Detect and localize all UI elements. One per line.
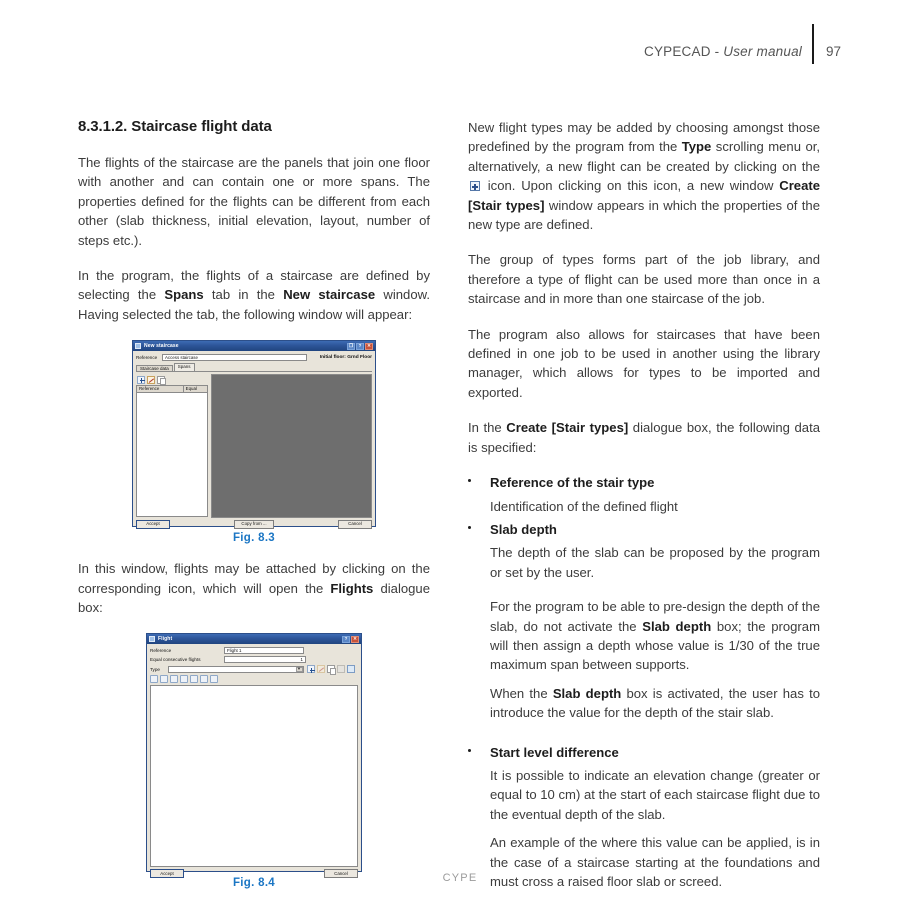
bullet-title-start-level: Start level difference <box>490 744 619 760</box>
restore-button[interactable]: ❐ <box>348 343 354 348</box>
bsd3-part-c: box is activated, the user has to introduce the value for the depth of the stair slab. <box>490 685 820 721</box>
spans-toolbar[interactable] <box>136 374 208 385</box>
list-header <box>136 385 208 393</box>
rp4-part-c: dialogue box, the following data is specified: <box>468 420 820 455</box>
copy-icon[interactable] <box>157 376 165 384</box>
window-icon <box>149 636 155 642</box>
add-icon <box>470 181 480 191</box>
preview-canvas[interactable] <box>211 374 372 518</box>
right-paragraph-3: The program also allows for staircases that have been defined in one job to be used in another using the library manager, which allows for types to be imported and exported. <box>468 326 820 400</box>
spans-panel <box>136 374 372 518</box>
reference-row <box>150 647 358 654</box>
para2-newstaircase-emphasis: New staircase <box>283 287 376 303</box>
rp1-part-f: window appears in which the properties of the new type are defined. <box>468 197 820 233</box>
reference-input[interactable]: Access staircase <box>162 354 307 361</box>
paragraph-3 <box>78 559 430 617</box>
zoom-out-icon[interactable] <box>170 675 178 683</box>
measure-icon[interactable] <box>180 675 188 683</box>
add-icon[interactable] <box>137 376 145 384</box>
new-staircase-window[interactable] <box>132 340 376 527</box>
delete-icon[interactable] <box>337 665 345 673</box>
bullet-body-start-level-1: It is possible to indicate an elevation change (greater or equal to 10 cm) at the start of each staircase flight due to the eventual depth of the slab. <box>490 767 820 822</box>
bullet-title-slab-depth: Slab depth <box>490 521 557 537</box>
rp1-type-emphasis: Type <box>681 139 712 155</box>
column-header-reference: Reference <box>137 386 184 392</box>
bullet-icon <box>468 526 471 529</box>
tab-staircase-data[interactable]: Staircase data <box>136 365 173 373</box>
rp1-part-d: icon. Upon clicking on this icon, a new window <box>482 178 780 194</box>
figure-8-3-caption: Fig. 8.3 <box>232 532 276 545</box>
edit-icon[interactable] <box>147 376 155 384</box>
reference-input[interactable]: Flight 1 <box>224 647 304 654</box>
header-divider <box>812 24 814 64</box>
bullet-title-reference: Reference of the stair type <box>490 475 655 491</box>
tab-bar[interactable] <box>136 363 372 372</box>
paragraph-2 <box>78 266 430 324</box>
button-row <box>136 518 372 529</box>
cancel-button[interactable]: Cancel <box>324 869 358 878</box>
para3-flights-emphasis: Flights <box>330 580 374 596</box>
bullet-body-start-level-2: An example of the where this value can be applied, is in the case of a staircase starting at the foundations and must cross a raised floor slab or screed. <box>490 835 820 889</box>
stair-type-properties-list <box>468 473 820 891</box>
figure-8-4-caption: Fig. 8.4 <box>232 877 276 890</box>
right-paragraph-4 <box>468 418 820 457</box>
bullet-icon <box>468 479 471 482</box>
window-icon <box>135 343 141 349</box>
figure-8-3 <box>132 340 376 544</box>
bullet-body-slab-depth-3 <box>490 684 820 723</box>
bullet-body-reference: Identification of the defined flight <box>490 498 678 514</box>
copy-icon[interactable] <box>327 665 335 673</box>
chevron-down-icon[interactable]: ▼ <box>297 666 301 672</box>
window-titlebar[interactable] <box>133 341 375 351</box>
rp1-create-stairtypes-emphasis: Create [Stair types] <box>468 178 820 213</box>
window-body <box>147 644 361 881</box>
list-item <box>468 520 820 723</box>
list-item <box>468 743 820 892</box>
pointer-icon[interactable] <box>150 675 158 683</box>
para3-part-a: In this window, flights may be attached by clicking on the corresponding icon, which will open the <box>78 561 430 596</box>
accept-button[interactable]: Accept <box>150 869 184 878</box>
spans-list-column <box>136 374 208 518</box>
window-title: New staircase <box>144 343 179 350</box>
bsd2-part-c: box; the program will then assign a depth whose value is 1/30 of the true maximum span between supports. <box>490 618 820 673</box>
close-icon[interactable]: ✕ <box>351 636 359 643</box>
bullet-body-slab-depth-2 <box>490 597 820 675</box>
bsd3-part-a: When the <box>490 685 553 701</box>
rp1-part-c: scrolling menu or, alternatively, a new flight can be created by clicking on the <box>468 139 820 174</box>
window-title: Flight <box>158 636 173 643</box>
reference-row <box>136 354 372 361</box>
library-icon[interactable] <box>347 665 355 673</box>
header-title-plain: CYPECAD - <box>644 44 724 59</box>
reference-label: Reference <box>136 355 158 361</box>
rp4-create-stairtypes-emphasis: Create [Stair types] <box>506 420 629 436</box>
bsd3-slabdepth-emphasis: Slab depth <box>552 685 622 701</box>
right-column <box>468 118 820 895</box>
bsd2-slabdepth-emphasis: Slab depth <box>642 618 712 634</box>
flight-drawing-canvas[interactable] <box>150 685 358 867</box>
right-paragraph-2: The group of types forms part of the job library, and therefore a type of flight can be used more than once in a staircase and in more than one staircase of the job. <box>468 252 820 307</box>
rp1-part-a: New flight types may be added by choosing amongst those predefined by the program from the <box>468 120 820 155</box>
view-toolbar[interactable] <box>150 675 358 683</box>
right-paragraph-1 <box>468 118 820 234</box>
window-body <box>133 351 375 532</box>
bullet-icon <box>468 749 471 752</box>
zoom-window-icon[interactable] <box>190 675 198 683</box>
spans-list-area[interactable] <box>136 393 208 517</box>
flight-window[interactable] <box>146 633 362 876</box>
zoom-in-icon[interactable] <box>160 675 168 683</box>
column-header-equal: Equal <box>185 386 197 392</box>
para2-part-c: tab in the <box>203 287 284 303</box>
header-title-italic: User manual <box>723 44 802 59</box>
refresh-icon[interactable] <box>210 675 218 683</box>
type-select[interactable] <box>168 666 304 673</box>
equal-flights-label: Equal consecutive flights <box>150 657 201 663</box>
initial-floor-text: Initial floor: Grnd Floor <box>319 355 372 361</box>
accept-button[interactable]: Accept <box>136 520 170 529</box>
para2-part-e: window. Having selected the tab, the following window will appear: <box>78 287 430 322</box>
add-icon[interactable] <box>307 665 315 673</box>
bsd2-part-a: For the program to be able to pre-design the depth of the slab, do not activate the <box>490 599 820 634</box>
footer-brand: CYPE <box>442 872 478 884</box>
paragraph-1: The flights of the staircase are the panels that join one floor with another and can contain one or more spans. The properties defined for the flights can be different from each other (slab thickness, initial elevation, layout, number of steps etc.). <box>78 155 430 248</box>
bullet-body-slab-depth-1: The depth of the slab can be proposed by the program or set by the user. <box>490 545 820 580</box>
header-title <box>644 44 802 59</box>
list-item <box>468 473 820 516</box>
reference-label: Reference <box>150 648 172 654</box>
type-toolbar[interactable] <box>307 665 355 673</box>
spacer <box>468 582 820 593</box>
para2-spans-emphasis: Spans <box>164 287 204 303</box>
para3-part-c: dialogue box: <box>78 580 430 616</box>
tab-underline <box>136 371 372 372</box>
page-title: 8.3.1.2. Staircase flight data <box>78 118 272 135</box>
page-header <box>0 0 920 80</box>
help-button[interactable]: ? <box>342 636 350 643</box>
copy-from-button[interactable]: Copy from ... <box>234 520 274 529</box>
equal-flights-row <box>150 656 358 663</box>
page-number: 97 <box>826 44 842 59</box>
rp4-part-a: In the <box>468 420 507 436</box>
figure-8-4 <box>146 633 362 889</box>
tab-spans[interactable]: Spans <box>174 363 195 372</box>
para2-part-a: In the program, the flights of a staircase are defined by selecting the <box>78 268 430 303</box>
close-icon[interactable]: ✕ <box>365 343 373 350</box>
equal-flights-input[interactable]: 1 <box>224 656 306 663</box>
cancel-button[interactable]: Cancel <box>338 520 372 529</box>
type-row <box>150 665 358 673</box>
window-titlebar[interactable] <box>147 634 361 644</box>
print-icon[interactable] <box>200 675 208 683</box>
left-column <box>78 118 430 889</box>
type-label: Type <box>150 666 160 672</box>
edit-icon[interactable] <box>317 665 325 673</box>
help-button[interactable]: ? <box>356 343 364 350</box>
